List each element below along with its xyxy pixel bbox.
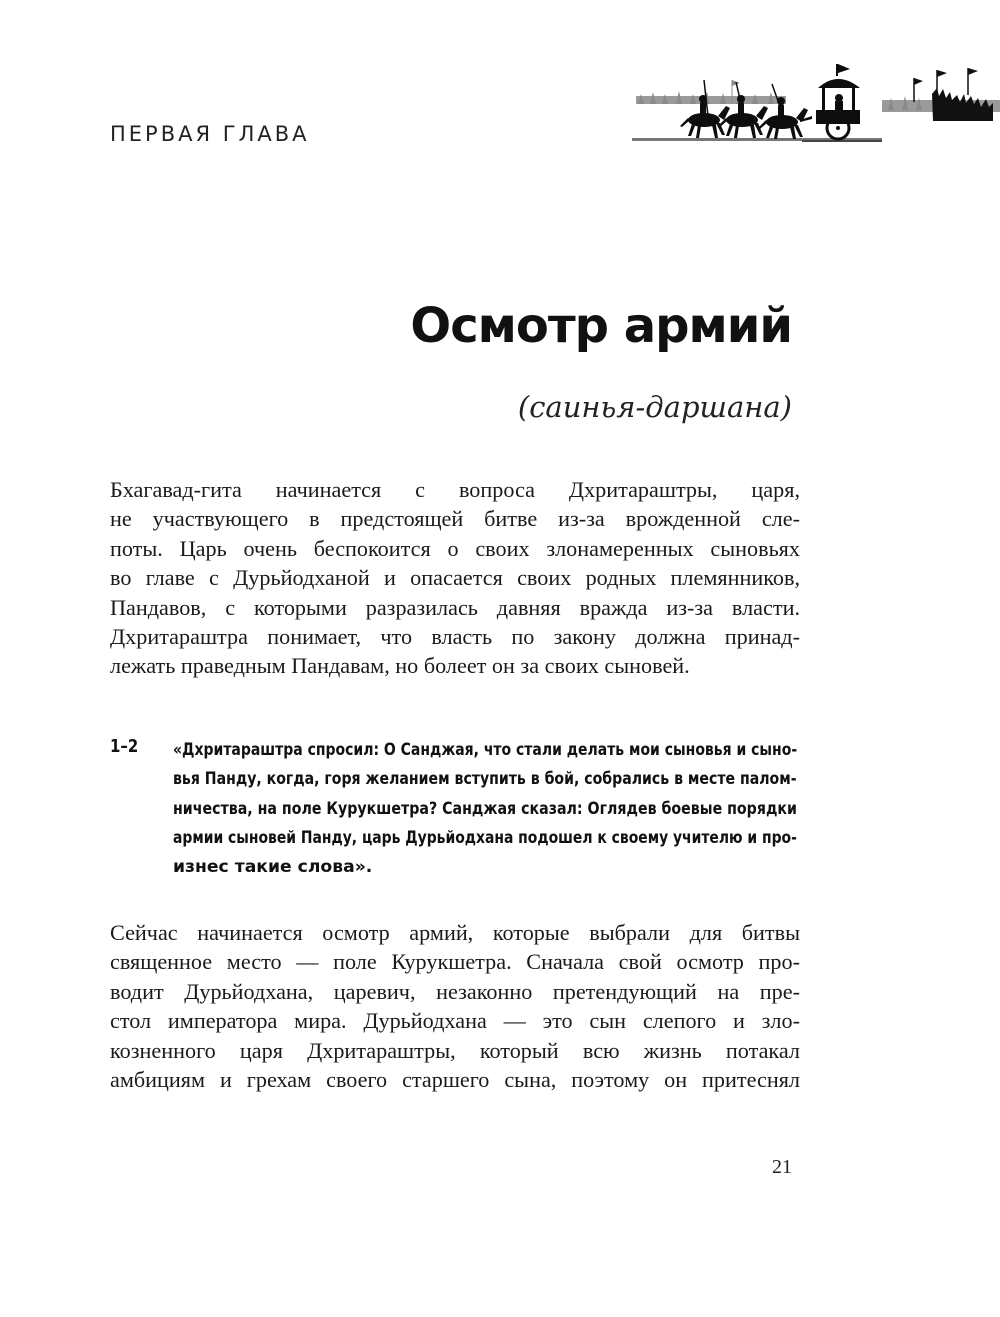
verse-number: 1–2	[110, 736, 139, 757]
text-line: водит Дурьйодхана, царевич, незаконно претендующий на пре-	[110, 978, 800, 1004]
chapter-label: ПЕРВАЯ ГЛАВА	[110, 122, 310, 146]
page-title: Осмотр армий	[410, 298, 792, 354]
text-line: амбициям и грехам своего старшего сына, поэтому он притеснял	[110, 1067, 800, 1093]
text-line: стол императора мира. Дурьйодхана — это сын слепого и зло-	[110, 1008, 800, 1034]
verse-line: «Дхритараштра спросил: О Санджая, что стали делать мои сыновья и сыно-	[173, 740, 798, 760]
text-line: козненного царя Дхритараштры, который всю жизнь потакал	[110, 1037, 800, 1063]
text-line: во главе с Дурьйодханой и опасается своих родных племянников,	[110, 565, 800, 591]
chariot-army-illustration-icon	[632, 50, 1000, 150]
intro-paragraph	[110, 475, 800, 681]
text-line: священное место — поле Курукшетра. Сначала свой осмотр про-	[110, 949, 800, 975]
page-subtitle: (саинья-даршана)	[517, 390, 792, 424]
text-line: не участвующего в предстоящей битве из-за врожденной сле-	[110, 506, 800, 532]
verse-line: ничества, на поле Курукшетра? Санджая сказал: Оглядев боевые порядки	[173, 798, 797, 819]
verse-line: армии сыновей Панду, царь Дурьйодхана подошел к своему учителю и про-	[173, 827, 797, 848]
text-line: Сейчас начинается осмотр армий, которые выбрали для битвы	[110, 920, 800, 945]
text-line: поты. Царь очень беспокоится о своих злонамеренных сыновьях	[110, 535, 800, 561]
verse-line: изнес такие слова».	[173, 857, 373, 878]
page-number: 21	[772, 1156, 792, 1178]
text-line: лежать праведным Пандавам, но болеет он за своих сыновей.	[110, 653, 690, 679]
text-line: Дхритараштра понимает, что власть по закону должна принад-	[110, 624, 800, 650]
text-line: Пандавов, с которыми разразилась давняя вражда из-за власти.	[110, 594, 800, 620]
commentary-paragraph	[110, 918, 800, 1094]
verse-line: вья Панду, когда, горя желанием вступить в бой, собрались в месте палом-	[173, 769, 797, 790]
text-line: Бхагавад-гита начинается с вопроса Дхритараштры, царя,	[110, 477, 800, 502]
verse-text	[173, 736, 797, 882]
